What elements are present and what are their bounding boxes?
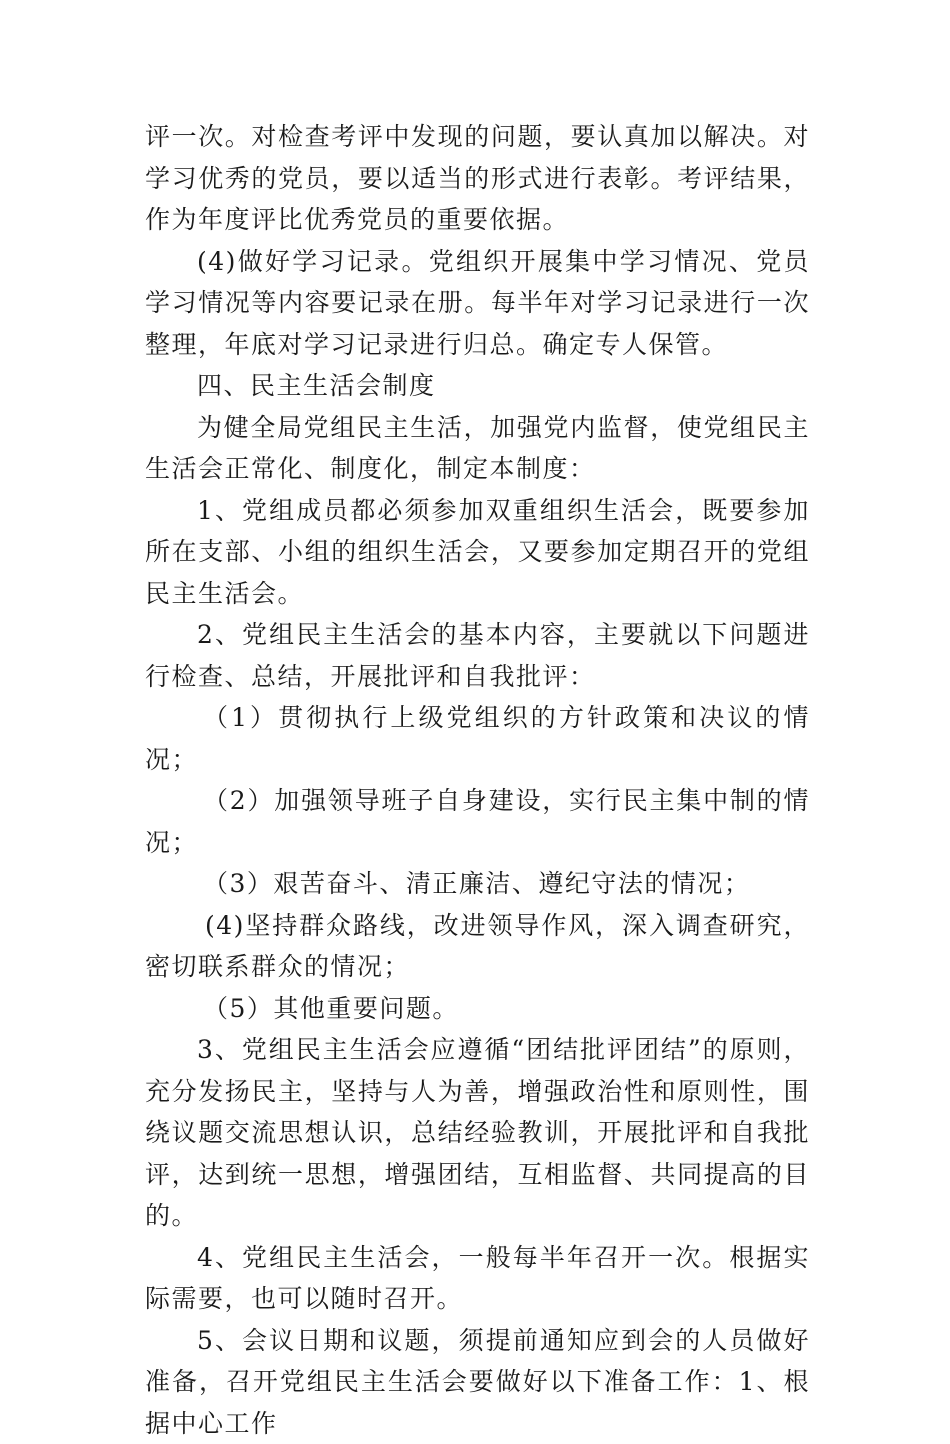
list-item-sub-4: (4)坚持群众路线，改进领导作风，深入调查研究，密切联系群众的情况； [145,905,810,988]
paragraph-study-records: (4)做好学习记录。党组织开展集中学习情况、党员学习情况等内容要记录在册。每半年对学习记录进行一次整理，年底对学习记录进行归总。确定专人保管。 [145,241,810,366]
paragraph-evaluation-cont: 评一次。对检查考评中发现的问题，要认真加以解决。对学习优秀的党员，要以适当的形式进行表彰。考评结果，作为年度评比优秀党员的重要依据。 [145,116,810,241]
paragraph-item-1: 1、党组成员都必须参加双重组织生活会，既要参加所在支部、小组的组织生活会，又要参加定期召开的党组民主生活会。 [145,490,810,615]
paragraph-item-2: 2、党组民主生活会的基本内容，主要就以下问题进行检查、总结，开展批评和自我批评： [145,614,810,697]
list-item-sub-5: （5）其他重要问题。 [145,988,810,1030]
list-item-sub-3: （3）艰苦奋斗、清正廉洁、遵纪守法的情况； [145,863,810,905]
section-heading-democratic-life: 四、民主生活会制度 [145,365,810,407]
paragraph-item-5: 5、会议日期和议题，须提前通知应到会的人员做好准备，召开党组民主生活会要做好以下准备工作：1、根据中心工作 [145,1320,810,1444]
list-item-sub-2: （2）加强领导班子自身建设，实行民主集中制的情况； [145,780,810,863]
list-item-sub-1: （1）贯彻执行上级党组织的方针政策和决议的情况； [145,697,810,780]
paragraph-item-3: 3、党组民主生活会应遵循“团结批评团结”的原则，充分发扬民主，坚持与人为善，增强政治性和原则性，围绕议题交流思想认识，总结经验教训，开展批评和自我批评，达到统一思想，增强团结，互相监督、共同提高的目的。 [145,1029,810,1237]
paragraph-intro: 为健全局党组民主生活，加强党内监督，使党组民主生活会正常化、制度化，制定本制度： [145,407,810,490]
paragraph-item-4: 4、党组民主生活会，一般每半年召开一次。根据实际需要，也可以随时召开。 [145,1237,810,1320]
document-body [145,116,810,1444]
